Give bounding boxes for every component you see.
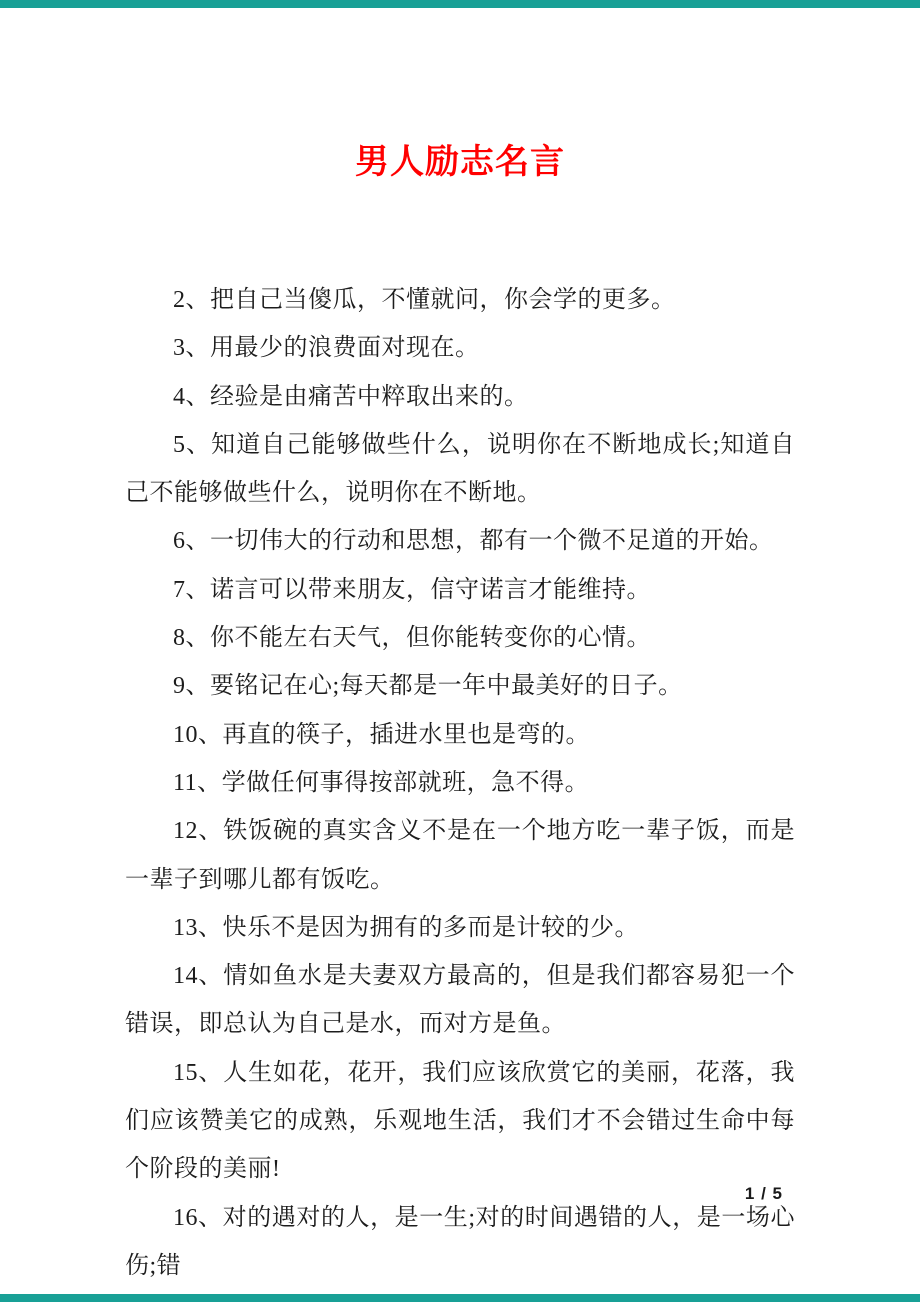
quote-paragraph: 2、把自己当傻瓜，不懂就问，你会学的更多。 [173,287,676,313]
quote-paragraph: 7、诺言可以带来朋友，信守诺言才能维持。 [173,576,651,603]
quote-paragraph: 16、对的遇对的人，是一生;对的时间遇错的人，是一场心伤;错 [125,1204,795,1279]
top-accent-bar [0,0,920,8]
quote-paragraph: 15、人生如花，花开，我们应该欣赏它的美丽，花落，我们应该赞美它的成熟，乐观地生活，我们才不会错过生命中每个阶段的美丽! [125,1059,795,1183]
quote-paragraph: 8、你不能左右天气，但你能转变你的心情。 [173,625,651,652]
page-indicator: 1 / 5 [744,1184,783,1203]
bottom-accent-bar [0,1294,920,1302]
quote-paragraph: 6、一切伟大的行动和思想，都有一个微不足道的开始。 [173,528,774,555]
quote-paragraph: 14、情如鱼水是夫妻双方最高的，但是我们都容易犯一个错误，即总认为自己是水，而对方是鱼。 [125,963,795,1038]
quote-paragraph: 10、再直的筷子，插进水里也是弯的。 [173,721,590,748]
quote-paragraph: 9、要铭记在心;每天都是一年中最美好的日子。 [173,673,683,700]
quote-paragraph: 3、用最少的浪费面对现在。 [173,335,480,362]
quote-paragraph: 13、快乐不是因为拥有的多而是计较的少。 [173,914,639,941]
quote-paragraph: 4、经验是由痛苦中粹取出来的。 [173,383,529,410]
quote-list [125,276,795,1290]
quote-paragraph: 5、知道自己能够做些什么，说明你在不断地成长;知道自己不能够做些什么，说明你在不断地。 [125,431,795,507]
document-title: 男人励志名言 [355,144,565,181]
quote-paragraph: 11、学做任何事得按部就班，急不得。 [173,769,590,796]
quote-paragraph: 12、铁饭碗的真实含义不是在一个地方吃一辈子饭，而是一辈子到哪儿都有饭吃。 [125,818,795,893]
